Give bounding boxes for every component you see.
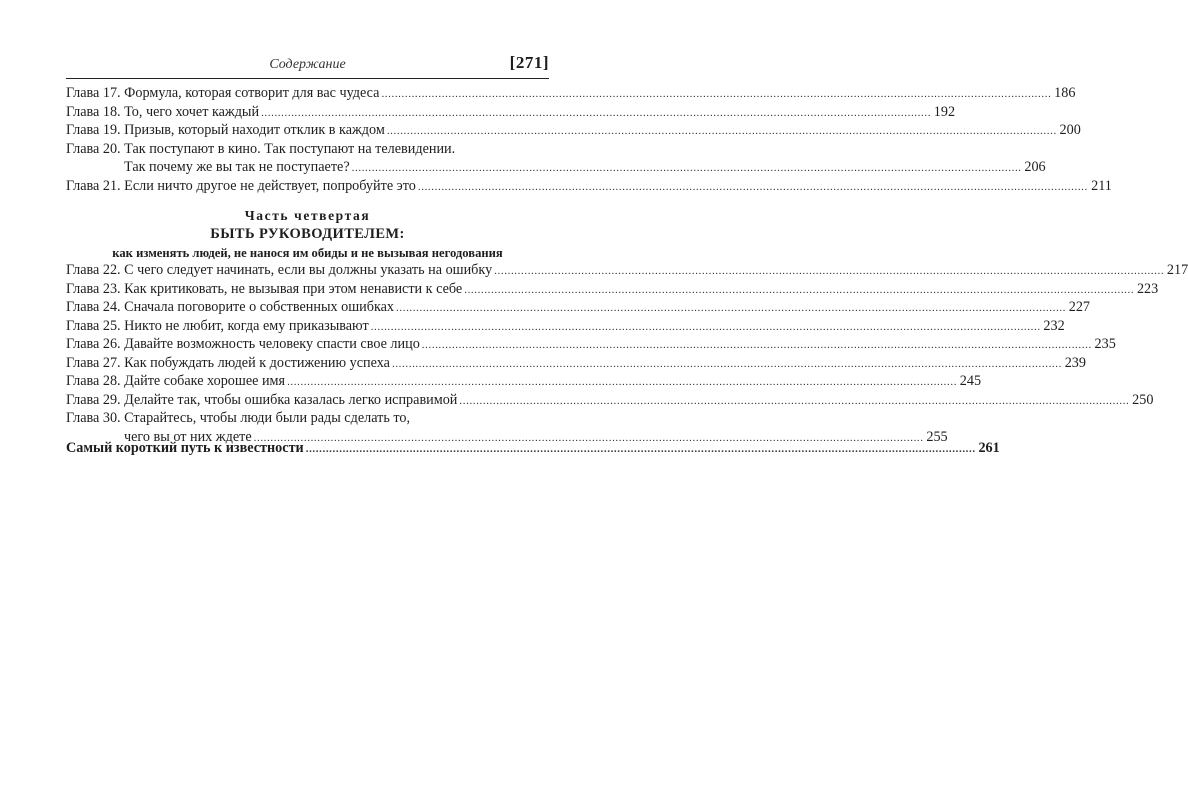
toc-page-number: 235 (1094, 336, 1116, 352)
toc-entry-label (66, 317, 369, 336)
toc-entry-label (66, 391, 457, 410)
toc-leader-dots: ........................................................................................................................................................................................................ (381, 88, 1052, 100)
toc-chapter-number: Глава 23. (66, 280, 121, 297)
toc-entry-title: Как критиковать, не вызывая при этом ненависти к себе (124, 280, 463, 297)
toc-page-number: 227 (1068, 299, 1091, 315)
toc-row (66, 354, 1086, 373)
toc-entry-title: То, чего хочет каждый (124, 103, 260, 120)
toc-page-number: 261 (978, 440, 1000, 456)
toc-row (66, 140, 549, 159)
toc-row (66, 177, 1112, 196)
toc-page-number: 223 (1136, 280, 1159, 297)
toc-entry-label (66, 177, 416, 196)
toc-row (66, 84, 1076, 103)
toc-page-number: 232 (1043, 317, 1065, 334)
toc-chapter-number: Глава 17. (66, 85, 121, 101)
toc-row (66, 335, 1116, 354)
toc-final-entry (66, 439, 1000, 458)
toc-page-number: 211 (1091, 177, 1112, 194)
toc-list-top (66, 84, 1112, 195)
toc-chapter-number: Глава 29. (66, 391, 121, 408)
toc-entry-title: Если ничто другое не действует, попробуйте это (124, 177, 416, 194)
toc-entry-label (66, 261, 492, 280)
toc-entry-label (66, 121, 385, 140)
toc-chapter-number: Глава 18. (66, 103, 121, 120)
toc-entry-title: Давайте возможность человеку спасти свое лицо (124, 336, 420, 352)
toc-list-bottom (66, 261, 1188, 446)
toc-page-number: 206 (1024, 159, 1046, 175)
toc-entry-title: Старайтесь, чтобы люди были рады сделать то, (124, 410, 411, 426)
part-heading: БЫТЬ РУКОВОДИТЕЛЕМ: (210, 226, 405, 242)
toc-chapter-number: Глава 30. (66, 410, 121, 426)
toc-row (66, 409, 549, 428)
toc-row (66, 158, 1046, 177)
toc-page-number: 239 (1064, 354, 1086, 371)
toc-page-number: 255 (926, 428, 948, 445)
part-title: Часть четвертая (244, 208, 371, 223)
toc-entry-label (66, 280, 462, 299)
toc-entry-title: Призыв, который находит отклик в каждом (124, 122, 385, 138)
toc-entry-title: С чего следует начинать, если вы должны указать на ошибку (124, 262, 493, 278)
toc-entry-label (66, 298, 394, 317)
toc-entry-label (66, 372, 285, 391)
toc-leader-dots: ........................................................................................................................................................................................................ (370, 320, 1041, 333)
toc-page-number: 200 (1059, 122, 1081, 138)
toc-page-number: 250 (1132, 391, 1154, 408)
toc-leader-dots: ........................................................................................................................................................................................................ (391, 357, 1062, 370)
toc-entry-title: Сначала поговорите о собственных ошибках (124, 299, 395, 315)
toc-chapter-number: Глава 19. (66, 122, 121, 138)
toc-entry-label (66, 103, 259, 122)
toc-chapter-number: Глава 20. (66, 140, 121, 157)
running-header-title: Содержание (269, 57, 346, 72)
toc-leader-dots: ........................................................................................................................................................................................................ (287, 376, 958, 388)
toc-leader-dots: ........................................................................................................................................................................................................ (396, 302, 1067, 314)
toc-row (66, 261, 1188, 280)
toc-entry-label (66, 140, 455, 159)
toc-row (66, 391, 1154, 410)
toc-entry-title: Дайте собаке хорошее имя (124, 373, 286, 389)
toc-page-number: 186 (1054, 85, 1076, 101)
toc-page-number: 192 (933, 103, 956, 120)
toc-leader-dots: ........................................................................................................................................................................................................ (261, 106, 932, 119)
toc-entry-title: Так поступают в кино. Так поступают на телевидении. (124, 140, 456, 157)
toc-entry-title: Самый короткий путь к известности (66, 440, 304, 456)
toc-entry-title: Никто не любит, когда ему приказывают (124, 317, 369, 334)
header-rule (66, 78, 549, 79)
toc-entry-title: Так почему же вы так не поступаете? (124, 159, 350, 175)
toc-entry-label (66, 158, 350, 177)
toc-row (66, 103, 956, 122)
toc-entry-label (66, 354, 390, 373)
toc-leader-dots: ........................................................................................................................................................................................................ (351, 162, 1022, 174)
page-number: [271] (509, 53, 549, 72)
toc-leader-dots: ........................................................................................................................................................................................................ (386, 125, 1057, 137)
toc-chapter-number: Глава 24. (66, 299, 121, 315)
toc-chapter-number: Глава 25. (66, 317, 121, 334)
toc-page-number: 245 (959, 373, 982, 389)
toc-leader-dots: ........................................................................................................................................................................................................ (459, 394, 1130, 407)
toc-entry-label (66, 409, 410, 428)
toc-entry-title: Как побуждать людей к достижению успеха (124, 354, 390, 371)
toc-row (66, 372, 982, 391)
toc-leader-dots: ........................................................................................................................................................................................................ (253, 431, 924, 444)
toc-page-number: 217 (1166, 262, 1188, 278)
toc-leader-dots: ........................................................................................................................................................................................................ (421, 339, 1092, 351)
toc-row (66, 317, 1065, 336)
toc-row (66, 280, 1159, 299)
part-four-heading (66, 207, 549, 262)
toc-chapter-number: Глава 22. (66, 262, 121, 278)
toc-chapter-number: Глава 28. (66, 373, 121, 389)
toc-entry-label (66, 335, 420, 354)
running-header (66, 52, 549, 76)
toc-row (66, 121, 1081, 140)
toc-chapter-number: Глава 27. (66, 354, 121, 371)
toc-chapter-number: Глава 26. (66, 336, 121, 352)
toc-leader-dots: ........................................................................................................................................................................................................ (464, 283, 1135, 296)
toc-leader-dots: ........................................................................................................................................................................................................ (417, 180, 1088, 193)
toc-leader-dots: ........................................................................................................................................................................................................ (305, 443, 976, 455)
toc-entry-label (66, 84, 379, 103)
toc-row (66, 439, 1000, 458)
toc-entry-title: Формула, которая сотворит для вас чудеса (124, 85, 380, 101)
toc-row (66, 298, 1091, 317)
part-subtitle: как изменять людей, не нанося им обиды и не вызывая негодования (112, 246, 503, 260)
toc-chapter-number: Глава 21. (66, 177, 121, 194)
toc-entry-title: Делайте так, чтобы ошибка казалась легко исправимой (124, 391, 458, 408)
toc-leader-dots: ........................................................................................................................................................................................................ (494, 265, 1165, 277)
toc-entry-title: чего вы от них ждете (124, 428, 252, 445)
